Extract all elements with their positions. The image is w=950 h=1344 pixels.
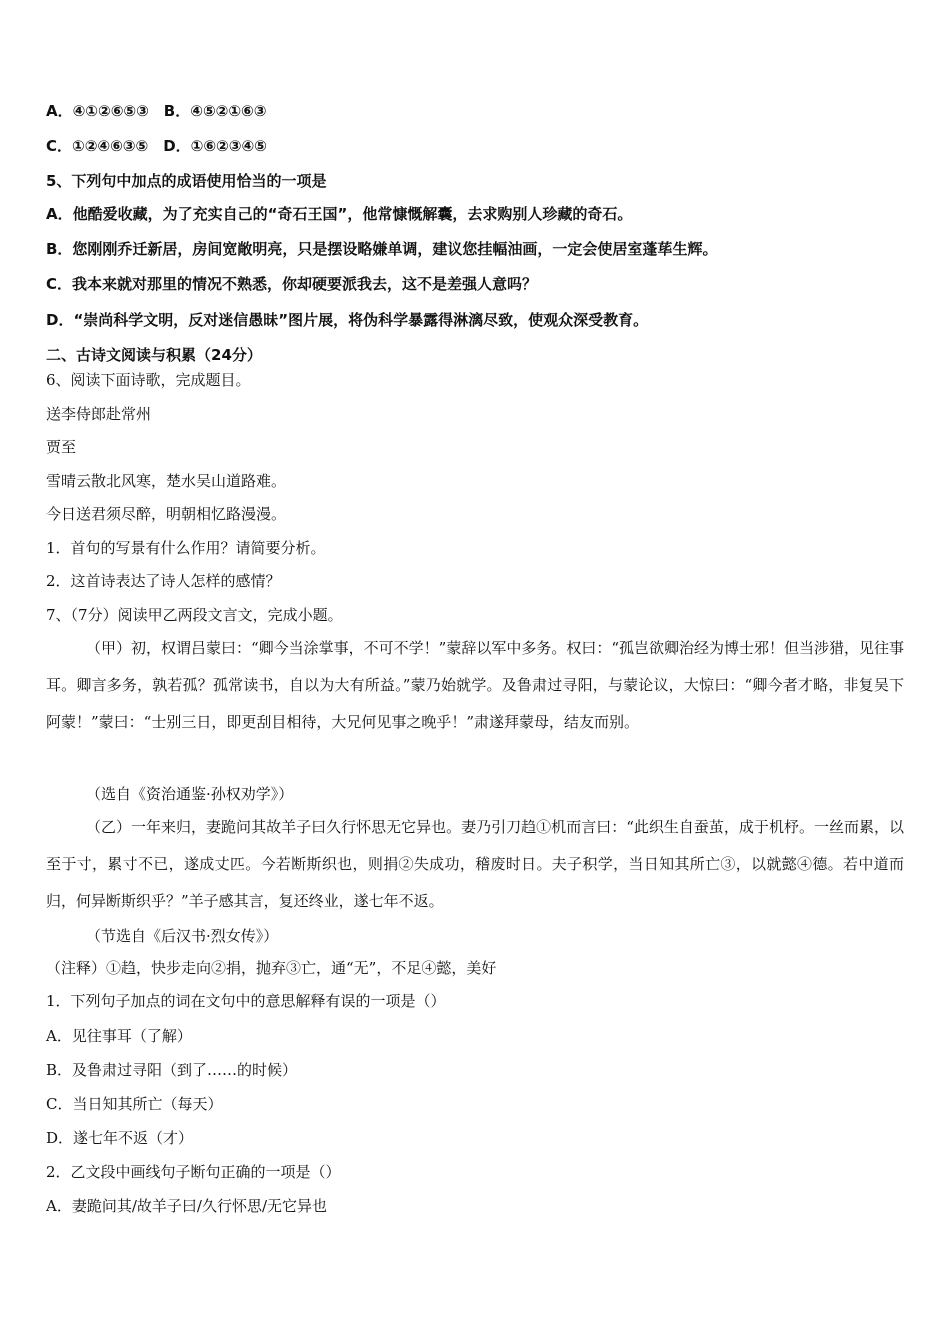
q4-options-cd: C．①②④⑥③⑤ D．①⑥②③④⑤	[46, 137, 267, 155]
q7-sub2-stem: 2．乙文段中画线句子断句正确的一项是（）	[46, 1163, 341, 1181]
q7-sub1-option-c: C．当日知其所亡（每天）	[46, 1095, 223, 1113]
q7-sub1-option-a: A．见往事耳（了解）	[46, 1027, 192, 1045]
q5-stem: 5、下列句中加点的成语使用恰当的一项是	[46, 172, 327, 190]
q6-question-1: 1．首句的写景有什么作用？请简要分析。	[46, 539, 326, 557]
poem-line-1: 雪晴云散北风寒，楚水吴山道路难。	[46, 472, 287, 490]
q7-stem: 7、（7分）阅读甲乙两段文言文，完成小题。	[46, 606, 343, 624]
q7-sub1-stem: 1．下列句子加点的词在文句中的意思解释有误的一项是（）	[46, 992, 446, 1010]
passage-b-source: （节选自《后汉书·烈女传》）	[86, 927, 279, 945]
poem-title: 送李侍郎赴常州	[46, 405, 152, 423]
q7-sub2-option-a: A．妻跪问其/故羊子曰/久行怀思/无它异也	[46, 1197, 327, 1215]
annotation-notes: （注释）①趋，快步走向②捐，抛弃③亡，通“无”，不足④懿，美好	[46, 959, 497, 977]
q5-option-a: A．他酷爱收藏，为了充实自己的“奇石王国”，他常慷慨解囊，去求购别人珍藏的奇石。	[46, 205, 633, 223]
poem-author: 贾至	[46, 438, 77, 456]
q4-options-ab: A．④①②⑥⑤③ B．④⑤②①⑥③	[46, 102, 267, 120]
q5-option-d: D．“崇尚科学文明，反对迷信愚昧”图片展，将伪科学暴露得淋漓尽致，使观众深受教育。	[46, 311, 649, 329]
q6-question-2: 2．这首诗表达了诗人怎样的感情？	[46, 572, 281, 590]
q5-option-b: B．您刚刚乔迁新居，房间宽敞明亮，只是摆设略嫌单调，建议您挂幅油画，一定会使居室蓬荜生辉。	[46, 240, 718, 258]
q7-sub1-option-b: B．及鲁肃过寻阳（到了……的时候）	[46, 1061, 298, 1079]
section-title: 二、古诗文阅读与积累（24分）	[46, 346, 262, 364]
passage-a-source: （选自《资治通鉴·孙权劝学》）	[86, 785, 294, 803]
passage-a: （甲）初，权谓吕蒙曰：“卿今当涂掌事，不可不学！”蒙辞以军中多务。权曰：“孤岂欲卿治经为博士邪！但当涉猎，见往事耳。卿言多务，孰若孤？孤常读书，自以为大有所益。”蒙乃始就学。及鲁肃过寻阳，与蒙论议，大惊曰：“卿今者才略，非复吴下阿蒙！”蒙曰：“士别三日，即更刮目相待，大兄何见事之晚乎！”肃遂拜蒙母，结友而别。	[46, 639, 905, 731]
q5-option-c: C．我本来就对那里的情况不熟悉，你却硬要派我去，这不是差强人意吗？	[46, 275, 538, 293]
q7-sub1-option-d: D．遂七年不返（才）	[46, 1129, 194, 1147]
q6-stem: 6、阅读下面诗歌，完成题目。	[46, 371, 251, 389]
passage-b: （乙）一年来归，妻跪问其故羊子曰久行怀思无它异也。妻乃引刀趋①机而言曰：“此织生自蚕茧，成于机杼。一丝而累，以至于寸，累寸不已，遂成丈匹。今若断斯织也，则捐②失成功，稽废时日。夫子积学，当日知其所亡③，以就懿④德。若中道而归，何异断斯织乎？”羊子感其言，复还终业，遂七年不返。	[46, 818, 904, 910]
poem-line-2: 今日送君须尽醉，明朝相忆路漫漫。	[46, 505, 287, 523]
